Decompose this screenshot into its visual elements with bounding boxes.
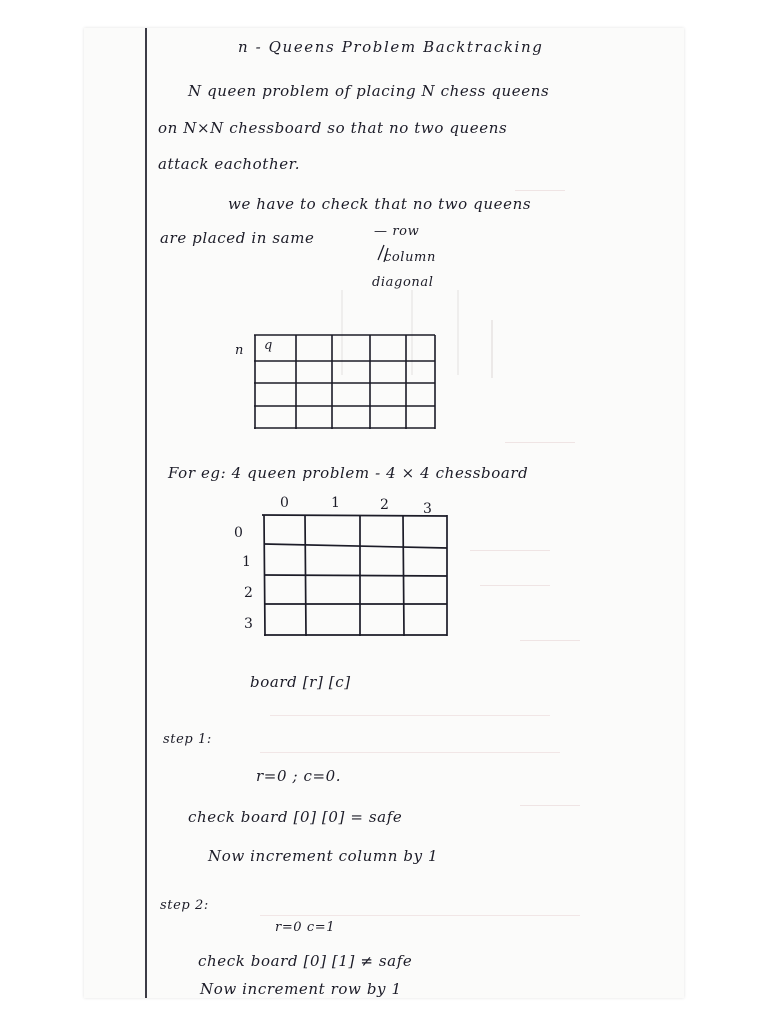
placed-option-row: — row (374, 224, 420, 239)
col-label-2: 2 (380, 497, 390, 513)
step2-vars: r=0 c=1 (275, 920, 336, 935)
bleed-through-mark (470, 540, 550, 551)
bleed-through-mark (505, 432, 575, 443)
col-label-3: 3 (423, 501, 433, 517)
intro-line-2: on N×N chessboard so that no two queens (158, 119, 508, 137)
row-label-1: 1 (242, 554, 252, 570)
bracket-strokes (370, 240, 390, 280)
margin-line (145, 28, 147, 998)
row-label-2: 2 (244, 585, 254, 601)
bleed-through-mark (260, 742, 560, 753)
example-title: For eg: 4 queen problem - 4 × 4 chessboard (168, 464, 529, 482)
step1-check: check board [0] [0] = safe (188, 808, 403, 826)
bleed-through-mark (480, 575, 550, 586)
step2-heading: step 2: (160, 898, 209, 913)
board-notation: board [r] [c] (250, 673, 351, 691)
bleed-through-mark (515, 180, 565, 191)
diagram1-board (252, 333, 438, 433)
row-label-3: 3 (244, 616, 254, 632)
intro-line-3: attack eachother. (158, 155, 301, 173)
bleed-through-mark (260, 905, 580, 916)
placed-option-column: column (384, 250, 436, 265)
check-line: we have to check that no two queens (228, 195, 532, 213)
row-label-0: 0 (234, 525, 244, 541)
bleed-through-mark (520, 630, 580, 641)
diagram1-queen-mark: q (264, 338, 273, 353)
step1-vars: r=0 ; c=0. (256, 767, 342, 785)
intro-line-1: N queen problem of placing N chess queens (188, 82, 550, 100)
placed-prefix: are placed in same (160, 229, 315, 247)
diagram2-board (260, 512, 452, 640)
step2-action: Now increment row by 1 (200, 980, 402, 998)
diagram1-row-label: n (235, 343, 244, 358)
step2-check: check board [0] [1] ≠ safe (198, 952, 413, 970)
col-label-0: 0 (280, 495, 290, 511)
col-label-1: 1 (331, 495, 341, 511)
step1-action: Now increment column by 1 (208, 847, 439, 865)
bleed-through-mark (270, 705, 550, 716)
placed-option-diagonal: diagonal (372, 275, 434, 290)
step1-heading: step 1: (163, 732, 212, 747)
bleed-through-mark (520, 795, 580, 806)
notes-title: n - Queens Problem Backtracking (238, 38, 544, 56)
